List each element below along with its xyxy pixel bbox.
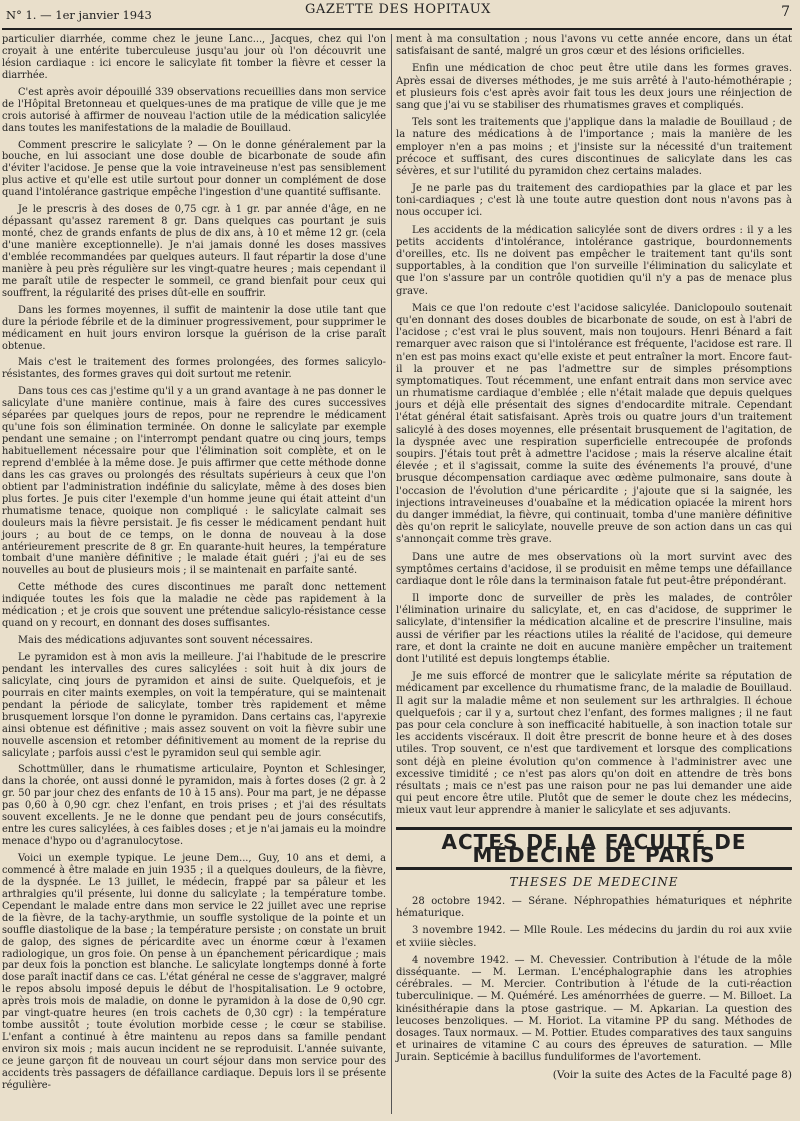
paragraph: Mais des médications adjuvantes sont souvent nécessaires.: [18, 635, 313, 647]
paragraph: C'est après avoir dépouillé 339 observations recueillies dans mon service de l'Hôpital Bretonneau et quelques-unes de ma pratique de ville que je me crois autorisé à affirmer de nouveau l'action utile de la médication salicylée dans toutes les manifestations de la maladie de Bouillaud.: [2, 86, 386, 134]
thesis-entry: 28 octobre 1942. — Sérane. Néphropathies hématuriques et néphrite hématurique.: [396, 896, 792, 920]
thesis-entry: 4 novembre 1942. — M. Chevessier. Contribution à l'étude de la môle disséquante. — M. Lerman. L'encéphalographie dans les atrophies cérébrales. — M. Mercier. Contribution à l'étude de la cuti-réaction tuberculinique. — M. Quéméré. Les aménorrhées de guerre. — M. Billoet. La kinésithérapie dans la ptose gastrique. — M. Apkarian. La question des leucoses benzoliques. — M. Horiot. La vitamine PP du sang. Méthodes de dosages. Taux normaux. — M. Pottier. Etudes comparatives des taux sanguins et urinaires de vitamine C au cours des épreuves de saturation. — Mlle Jurain. Septicémie à bacillus funduliformes de l'avortement.: [396, 954, 792, 1064]
paragraph: particulier diarrhée, comme chez le jeune Lanc..., Jacques, chez qui l'on croyait à une entérite tuberculeuse jusqu'au jour où l'on découvrit une lésion cardiaque : ici encore le salicylate fit tomber la fièvre et cesser la diarrhée.: [2, 34, 386, 81]
paragraph: Les accidents de la médication salicylée sont de divers ordres : il y a les petits accidents d'intolérance, intolérance gastrique, bourdonnements d'oreilles, etc. Ils ne doivent pas empêcher le traitement tant qu'ils sont supportables, à la condition que l'on surveille l'élimination du salicylate et que l'on s'assure par un contrôle quotidien qu'il n'y a pas de menace plus grave.: [396, 224, 792, 297]
paragraph: Comment prescrire le salicylate ? — On le donne généralement par la bouche, en lui associant une dose double de bicarbonate de soude afin d'éviter l'acidose. Je pense que la voie intraveineuse n'est pas sensiblement plus active et qu'elle est utile surtout pour donner un complément de dose quand l'intolérance gastrique empêche l'ingestion d'une quantité suffisante.: [2, 139, 386, 199]
paragraph: Mais c'est le traitement des formes prolongées, des formes salicylo-résistantes, des formes graves qui doit surtout me retenir.: [2, 357, 386, 381]
paragraph: Dans tous ces cas j'estime qu'il y a un grand avantage à ne pas donner le salicylate d'une manière continue, mais à faire des cures successives séparées par quelques jours de repos, pour ne reprendre le médicament qu'une fois son élimination terminée. On donne le salicylate par exemple pendant une semaine ; on l'interrompt pendant quatre ou cinq jours, temps habituellement nécessaire pour que l'élimination soit complète, et on le reprend d'emblée à la même dose. Je puis affirmer que cette méthode donne dans les cas graves ou prolongés des résultats supérieurs à ceux que l'on obtient par l'administration indéfinie du salicylate, même à des doses bien plus fortes. Je puis citer l'exemple d'un homme jeune qui était atteint d'un rhumatisme tenace, quoique non compliqué : le salicylate calmait ses douleurs mais la fièvre persistait. Je fis cesser le médicament pendant huit jours ; au bout de ce temps, on le donna de nouveau à la dose antérieurement prescrite de 8 gr. En quarante-huit heures, la température tombait d'une manière définitive ; le malade était guéri ; j'ai eu de ses nouvelles au bout de plusieurs mois ; il se maintenait en parfaite santé.: [2, 386, 386, 577]
right-column: [396, 34, 792, 1082]
left-column: [2, 34, 386, 1097]
column-divider: [391, 34, 392, 1114]
paragraph: Je le prescris à des doses de 0,75 cgr. à 1 gr. par année d'âge, en ne dépassant qu'assez rarement 8 gr. Dans quelques cas pourtant je suis monté, chez de grands enfants de plus de dix ans, à 10 et même 12 gr. (cela d'une manière exceptionnelle). Je n'ai jamais donné les doses massives d'emblée recommandées par quelques auteurs. Il faut répartir la dose d'une manière à peu près régulière sur les vingt-quatre heures ; mais cependant il me paraît utile de respecter le sommeil, ce grand bienfait pour ceux qui souffrent, la régularité des prises dût-elle en souffrir.: [2, 204, 386, 299]
paragraph: Schottmüller, dans le rhumatisme articulaire, Poynton et Schlesinger, dans la chorée, ont aussi donné le pyramidon, mais à fortes doses (2 gr. à 2 gr. 50 par jour chez des enfants de 10 à 15 ans). Pour ma part, je ne dépasse pas 0,60 à 0,90 cgr. chez l'enfant, en trois prises ; et j'ai des résultats souvent excellents. Je ne le donne que pendant peu de jours consécutifs, entre les cures salicylées, à ces faibles doses ; et je n'ai jamais eu la moindre menace d'hypo ou d'agranulocytose.: [2, 764, 386, 848]
section-banner: ACTES DE LA FACULTÉ DE MÉDECINE DE PARIS: [396, 827, 792, 869]
paragraph: Mais ce que l'on redoute c'est l'acidose salicylée. Daniclopoulo soutenait qu'en donnant des doses doubles de bicarbonate de soude, on est à l'abri de l'acidose ; c'est vrai le plus souvent, mais non toujours. Henri Bénard a fait remarquer avec raison que si l'intolérance est fréquente, l'acidose est rare. Il n'en est pas moins exact qu'elle existe et peut entraîner la mort. Encore faut-il la prouver et ne pas l'admettre sur de simples présomptions symptomatiques. Tout récemment, une enfant entrait dans mon service avec un rhumatisme cardiaque d'emblée ; elle n'était malade que depuis quelques jours et déjà elle présentait des signes d'endocardite mitrale. Cependant l'état général était satisfaisant. Après trois ou quatre jours d'un traitement salicylé à des doses moyennes, elle présentait brusquement de l'agitation, de la dyspnée avec une respiration superficielle entrecoupée de profonds soupirs. J'étais tout prêt à admettre l'acidose ; mais la réserve alcaline était élevée ; et il s'agissait, comme la suite des événements l'a prouvé, d'une brusque décompensation cardiaque avec œdème pulmonaire, sans doute à l'occasion de l'évolution d'une péricardite ; j'ajoute que si la saignée, les injections intraveineuses d'ouabaïne et la médication opiacée la mirent hors du danger immédiat, la fièvre, qui continuait, tomba d'une manière définitive dès qu'on reprit le salicylate, nouvelle preuve de son action dans un cas qui s'annonçait comme très grave.: [396, 302, 792, 546]
issue-date: N° 1. — 1er janvier 1943: [6, 8, 152, 22]
paragraph: Cette méthode des cures discontinues me paraît donc nettement indiquée toutes les fois que la maladie ne cède pas rapidement à la médication ; et je crois que souvent une prétendue salicylo-résistance cesse quand on y recourt, en donnant des doses suffisantes.: [2, 582, 386, 630]
paragraph: ment à ma consultation ; nous l'avons vu cette année encore, dans un état satisfaisant de santé, malgré un gros cœur et des lésions orificielles.: [396, 34, 792, 58]
paragraph: Je me suis efforcé de montrer que le salicylate mérite sa réputation de médicament par excellence du rhumatisme franc, de la maladie de Bouillaud. Il agit sur la maladie même et non seulement sur les arthralgies. Il échoue quelquefois ; car il y a, surtout chez l'enfant, des formes malignes ; il ne faut pas pour cela conclure à son inefficacité habituelle, à son inaction totale sur les accidents viscéraux. Il doit être prescrit de bonne heure et à des doses utiles. Trop souvent, ce n'est que tardivement et lorsque des complications sont déjà en pleine évolution qu'on commence à l'administrer avec une excessive timidité ; ce n'est pas alors qu'on doit en attendre de très bons résultats ; mais ce n'est pas une raison pour ne pas lui demander une aide qui peut encore être utile. Plutôt que de semer le doute chez les médecins, mieux vaut leur apprendre à manier le salicylate et ses adjuvants.: [396, 671, 792, 817]
paragraph: Voici un exemple typique. Le jeune Dem..., Guy, 10 ans et demi, a commencé à être malade en juin 1935 ; il a quelques douleurs, de la fièvre, de la dyspnée. Le 13 juillet, le médecin, frappé par sa pâleur et les arthralgies qu'il présente, lui donne du salicylate ; la température tombe. Cependant le malade entre dans mon service le 22 juillet avec une reprise de la fièvre, de la tachy-arythmie, un souffle systolique de la pointe et un souffle diastolique de la base ; la température persiste ; on constate un bruit de galop, des signes de péricardite avec un énorme cœur à l'examen radiologique, un gros foie. On pense à un épanchement péricardique ; mais par deux fois la ponction est blanche. Le salicylate longtemps donné à forte dose paraît inactif dans ce cas. L'état général ne cesse de s'aggraver, malgré le repos absolu imposé depuis le début de l'hospitalisation. Le 9 octobre, après trois mois de maladie, on donne le pyramidon à la dose de 0,90 cgr. par vingt-quatre heures (en trois cachets de 0,30 cgr) : la température tombe aussitôt ; toute évolution morbide cesse ; le cœur se stabilise. L'enfant a continué à être maintenu au repos dans sa famille pendant environ six mois ; mais aucun incident ne se reproduisit. L'année suivante, ce jeune garçon fit de nouveau un court séjour dans mon service pour des accidents très passagers de défaillance cardiaque. Depuis lors il se présente régulière-: [2, 853, 386, 1091]
paragraph: Il importe donc de surveiller de près les malades, de contrôler l'élimination urinaire du salicylate, et, en cas d'acidose, de supprimer le salicylate, d'intensifier la médication alcaline et de prescrire l'insuline, mais aussi de vérifier par les réactions utiles la réalité de l'acidose, qui demeure rare, et dont la crainte ne doit en aucune manière empêcher un traitement dont l'utilité est depuis longtemps établie.: [396, 593, 792, 665]
continued-reference: (Voir la suite des Actes de la Faculté page 8): [552, 1069, 792, 1082]
paragraph: Le pyramidon est à mon avis la meilleure. J'ai l'habitude de le prescrire pendant les intervalles des cures salicylées : soit huit à dix jours de salicylate, cinq jours de pyramidon et ainsi de suite. Quelquefois, et je pourrais en citer maints exemples, on voit la température, qui se maintenait pendant la période de salicylate, tomber très rapidement et même brusquement lorsque l'on donne le pyramidon. Dans certains cas, l'apyrexie ainsi obtenue est définitive ; mais assez souvent on voit la fièvre subir une nouvelle ascension et retomber définitivement au moment de la reprise du salicylate ; parfois aussi c'est le pyramidon seul qui semble agir.: [2, 652, 386, 759]
paragraph: Dans les formes moyennes, il suffit de maintenir la dose utile tant que dure la période fébrile et de la diminuer progressivement, pour supprimer le médicament en huit jours environ lorsque la guérison de la crise paraît obtenue.: [2, 304, 386, 352]
header-rule: [2, 28, 792, 30]
journal-title: GAZETTE DES HOPITAUX: [305, 2, 491, 17]
page-number: 7: [781, 4, 790, 20]
page-header: [4, 2, 792, 26]
thesis-entry: 3 novembre 1942. — Mlle Roule. Les médecins du jardin du roi aux xviie et xviiie siècles.: [396, 925, 792, 949]
paragraph: Je ne parle pas du traitement des cardiopathies par la glace et par les toni-cardiaques ; c'est là une toute autre question dont nous n'avons pas à nous occuper ici.: [396, 183, 792, 219]
paragraph: Tels sont les traitements que j'applique dans la maladie de Bouillaud ; de la nature des médications à de l'importance ; mais la manière de les employer n'en a pas moins ; et j'insiste sur la nécessité d'un traitement précoce et suffisant, des cures discontinues de salicylate dans les cas sévères, et sur l'utilité du pyramidon chez certains malades.: [396, 117, 792, 177]
paragraph: Dans une autre de mes observations où la mort survint avec des symptômes certains d'acidose, il se produisit en même temps une défaillance cardiaque dont le rôle dans la terminaison fatale fut peut-être prépondérant.: [396, 551, 792, 587]
paragraph: Enfin une médication de choc peut être utile dans les formes graves. Après essai de diverses méthodes, je me suis arrêté à l'auto-hémothérapie ; et plusieurs fois c'est après avoir fait tous les deux jours une réinjection de sang que j'ai vu se stabiliser des rhumatismes graves et compliqués.: [396, 63, 792, 111]
section-subtitle: THESES DE MEDECINE: [509, 874, 679, 889]
